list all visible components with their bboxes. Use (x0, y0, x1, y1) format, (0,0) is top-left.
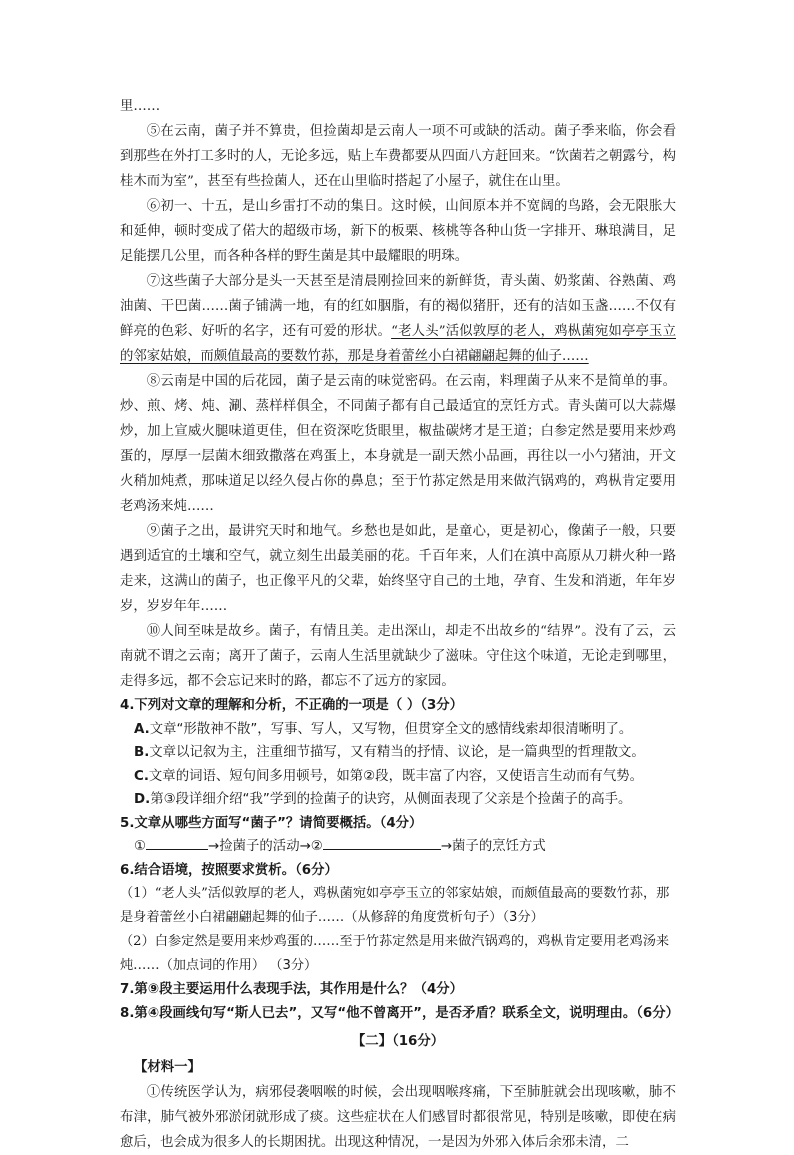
question-4: 4.下列对文章的理解和分析，不正确的一项是（ ）（3分） (120, 698, 464, 713)
passage-paragraph-10: ⑩人间至味是故乡。菌子，有情且美。走出深山，却走不出故乡的“结界”。没有了云，云南就不谓之云南；离开了菌子，云南人生活里就缺少了滋味。守住这个味道，无论走到哪里，走得多远，都不会忘记来时的路，都忘不了远方的家园。 (120, 624, 676, 689)
section-2-title: 【二】（16分） (351, 1034, 445, 1049)
answer-blank-1[interactable] (146, 835, 208, 850)
question-6-part-1: （1）“老人头”活似敦厚的老人，鸡枞菌宛如亭亭玉立的邻家姑娘，而颇值最高的要数竹荪，那是身着蕾丝小白裙翩翩起舞的仙子……（从修辞的角度赏析句子）（3分） (120, 886, 670, 925)
passage-paragraph-5: ⑤在云南，菌子并不算贵，但捡菌却是云南人一项不可或缺的活动。菌子季来临，你会看到那些在外打工多时的人，无论多远，贴上车费都要从四面八方赶回来。“饮菌若之朝露兮，构桂木而为室”，甚至有些捡菌人，还在山里临时搭起了小屋子，就住在山里。 (120, 124, 676, 189)
option-c[interactable]: C.文章的词语、短句间多用顿号，如第②段，既丰富了内容，又使语言生动而有气势。 (134, 768, 643, 784)
question-8: 8.第④段画线句写“斯人已去”，又写“他不曾离开”，是否矛盾？联系全文，说明理由。（6分） (120, 1005, 680, 1021)
paragraph-7-text: ⑦这些菌子大部分是头一天甚至是清晨刚捡回来的新鲜货，青头菌、奶浆菌、谷熟菌、鸡油菌、干巴菌……菌子铺满一地，有的红如胭脂，有的褐似猪肝，还有的洁如玉盏……不仅有鲜亮的色彩、好听的名字，还有可爱的形状。 (120, 274, 676, 339)
underlined-sentence: “老人头”活似敦厚的老人，鸡枞菌宛如亭亭玉立的邻家姑娘，而颇值最高的要数竹荪，那是身着蕾丝小白裙翩翩起舞的仙子…… (120, 324, 676, 364)
material-1-paragraph-1: ①传统医学认为，病邪侵袭咽喉的时候，会出现咽喉疼痛，下至肺脏就会出现咳嗽，肺不布津，肺气被外邪淤闭就形成了痰。这些症状在人们感冒时都很常见，特别是咳嗽，即使在病愈后，也会成为很多人的长期困扰。出现这种情况，一是因为外邪入体后余邪未清，二 (120, 1085, 676, 1150)
page-content (120, 94, 680, 1155)
question-4-options (120, 718, 676, 812)
material-1-heading: 【材料一】 (134, 1060, 201, 1075)
option-b[interactable]: B.文章以记叙为主，注重细节描写，又有精当的抒情、议论，是一篇典型的哲理散文。 (134, 745, 645, 760)
option-d[interactable]: D.第③段详细介绍“我”学到的捡菌子的诀窍，从侧面表现了父亲是个捡菌子的高手。 (134, 792, 632, 807)
passage-paragraph-7 (120, 269, 676, 369)
question-6: 6.结合语境，按照要求赏析。（6分） (120, 862, 338, 878)
question-7: 7.第⑨段主要运用什么表现手法，其作用是什么？（4分） (120, 982, 464, 997)
answer-blank-2[interactable] (323, 835, 441, 850)
passage-paragraph-continued: 里…… (120, 99, 161, 114)
question-5: 5.文章从哪些方面写“菌子”？请简要概括。（4分） (120, 815, 423, 831)
passage-paragraph-9: ⑨菌子之出，最讲究天时和地气。乡愁也是如此，是童心，更是初心，像菌子一般，只要遇到适宜的土壤和空气，就立刻生出最美丽的花。千百年来，人们在滇中高原从刀耕火种一路走来，这满山的菌子，也正像平凡的父辈，始终坚守自己的土地，孕育、生发和消逝，年年岁岁，岁岁年年…… (120, 524, 676, 614)
passage-paragraph-8: ⑧云南是中国的后花园，菌子是云南的味觉密码。在云南，料理菌子从来不是简单的事。炒、煎、烤、炖、涮、蒸样样俱全，不同菌子都有自己最适宜的烹饪方式。青头菌可以大蒜爆炒，加上宣威火腿味道更佳，但在资深吃货眼里，椒盐碳烤才是王道；白参定然是要用来炒鸡蛋的，厚厚一层菌木细致撒落在鸡蛋上，本身就是一副天然小品画，再往以一小勺猪油，开文火稍加炖煮，那味道足以经久侵占你的鼻息；至于竹荪定然是用来做汽锅鸡的，鸡枞肯定要用老鸡汤来炖…… (120, 374, 676, 514)
passage-paragraph-6: ⑥初一、十五，是山乡雷打不动的集日。这时候，山间原本并不宽阔的鸟路，会无限胀大和延伸，顿时变成了偌大的超级市场，新下的板栗、核桃等各种山货一字排开、琳琅满目，足足能摆几公里，而各种各样的野生菌是其中最耀眼的明珠。 (120, 199, 676, 264)
option-a[interactable]: A.文章“形散神不散”，写事、写人，又写物，但贯穿全文的感情线索却很清晰明了。 (134, 721, 633, 737)
question-5-fill-in: ① →捡菌子的活动→② →菌子的烹饪方式 (120, 835, 676, 859)
question-6-part-2: （2）白参定然是要用来炒鸡蛋的……至于竹荪定然是用来做汽锅鸡的，鸡枞肯定要用老鸡汤来炖……（加点词的作用） （3分） (120, 934, 670, 973)
